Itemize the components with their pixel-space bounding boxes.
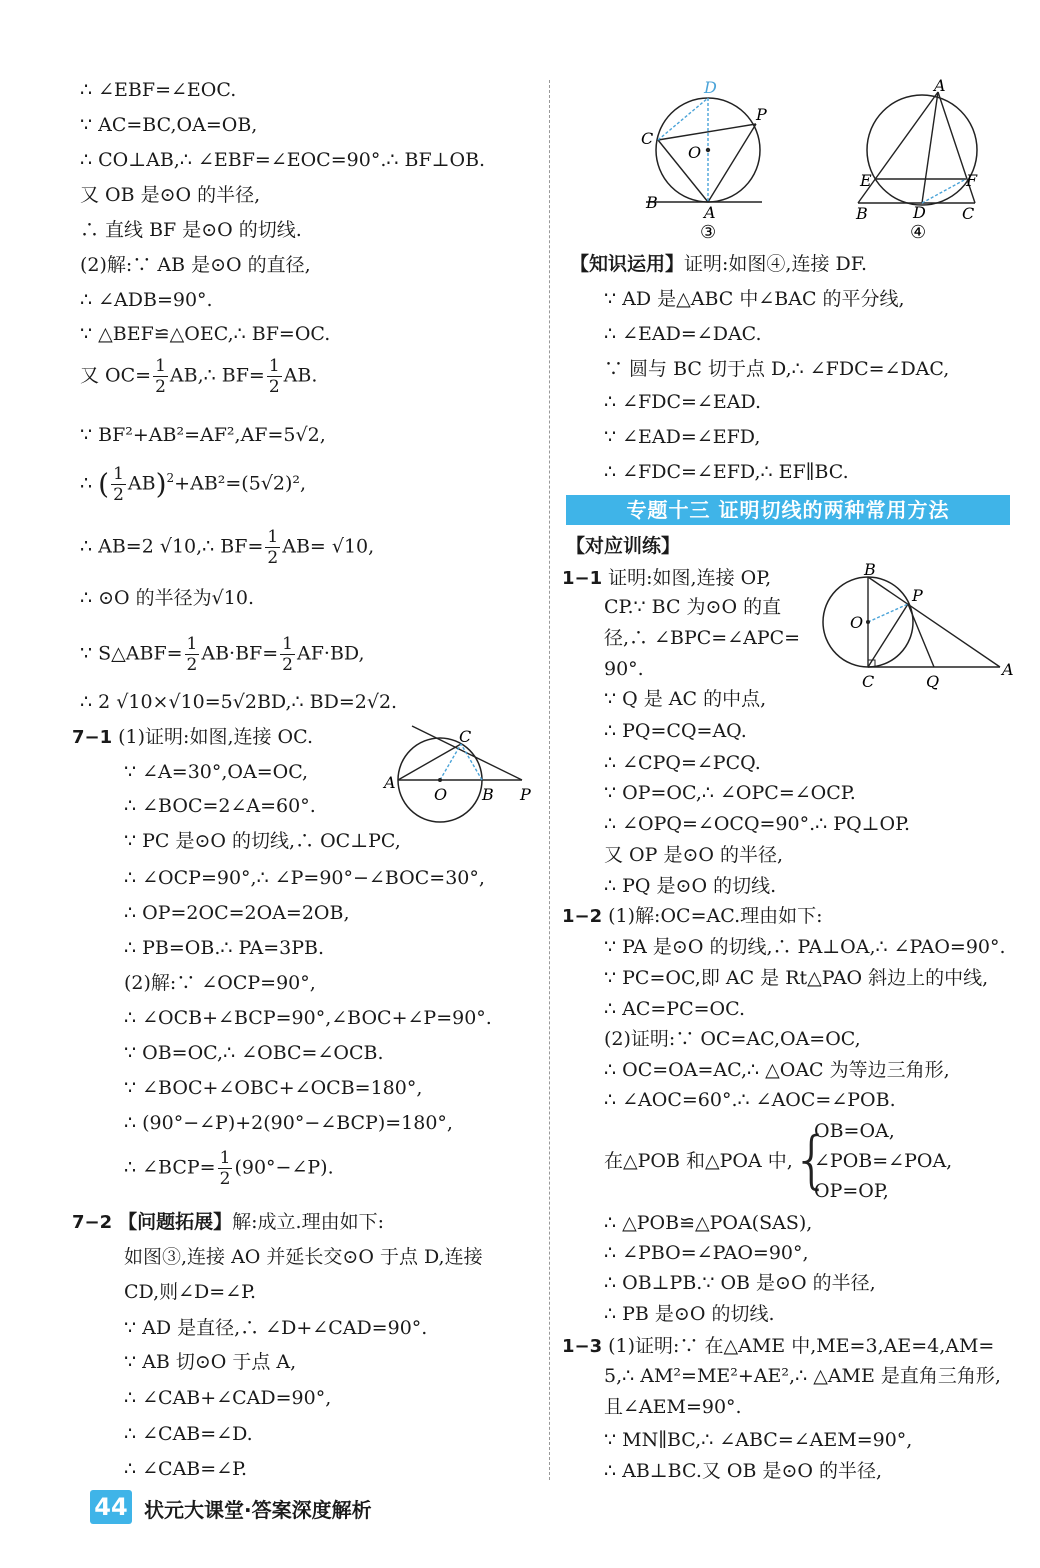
fraction	[267, 356, 282, 397]
text-fragment: (90°−∠P).	[234, 1156, 334, 1179]
text-fragment: AB.	[283, 364, 318, 387]
text-fragment: ∴	[80, 472, 99, 495]
text-fragment: AB,∴ BF=	[169, 364, 265, 387]
point-label: E	[860, 171, 872, 190]
point-label: C	[459, 727, 472, 746]
text-line: CD,则∠D=∠P.	[124, 1281, 257, 1303]
text-fragment: AB	[127, 472, 156, 495]
text-line: ∴ ∠FDC=∠EAD.	[604, 391, 762, 413]
text-line: ∴ ∠PBO=∠PAO=90°,	[604, 1242, 809, 1264]
fraction	[280, 634, 295, 675]
denominator: 2	[268, 377, 280, 397]
equation-line	[80, 634, 365, 675]
denominator: 2	[219, 1169, 231, 1189]
text-line: (2)解:∵ AB 是⊙O 的直径,	[80, 254, 311, 276]
text-line: CP.∵ BC 为⊙O 的直	[604, 596, 782, 618]
numerator: 1	[186, 634, 198, 654]
text-fragment: AF·BD,	[297, 642, 365, 665]
section-tag: 【对应训练】	[566, 535, 681, 557]
dashed-bc	[461, 744, 482, 780]
point-label: B	[646, 193, 658, 212]
fraction	[185, 634, 200, 675]
text-line: ∴ 2 √10×√10=5√2BD,∴ BD=2√2.	[80, 691, 398, 713]
text-line: ∵ OB=OC,∴ ∠OBC=∠OCB.	[124, 1042, 384, 1064]
page-number: 44	[90, 1490, 132, 1524]
text-line: 又 OB 是⊙O 的半径,	[80, 184, 261, 206]
point-label: F	[966, 171, 978, 190]
section-tag: 【知识运用】	[570, 253, 685, 275]
fraction	[111, 464, 126, 505]
point-label: B	[856, 204, 868, 223]
point-label: A	[704, 203, 716, 222]
equation-line	[80, 1148, 334, 1189]
problem-7-2-line	[72, 1210, 384, 1235]
section-heading	[566, 534, 680, 558]
point-label: P	[520, 785, 531, 804]
line-ad	[922, 92, 938, 203]
text-line: ∵ 圆与 BC 切于点 D,∴ ∠FDC=∠DAC,	[604, 358, 950, 380]
text-line: ∴ PQ 是⊙O 的切线.	[604, 875, 777, 897]
text-line: ∴ OP=2OC=2OA=2OB,	[124, 902, 350, 924]
denominator: 2	[186, 655, 198, 675]
problem-1-1-line	[562, 566, 771, 591]
point-label: O	[434, 785, 448, 804]
text-line: ∵ △BEF≌△OEC,∴ BF=OC.	[80, 323, 331, 345]
text-line: ∵ BF²+AB²=AF²,AF=5√2,	[80, 424, 326, 446]
text-line: ∴ PQ=CQ=AQ.	[604, 720, 747, 742]
fraction	[218, 1148, 233, 1189]
text-line: ∵ Q 是 AC 的中点,	[604, 688, 767, 710]
text-fragment: ∴ ∠BCP=	[124, 1156, 216, 1179]
point-label: O	[688, 143, 702, 162]
center-dot	[866, 620, 870, 624]
problem-number: 7−1	[72, 727, 113, 748]
text-line: ∴ ∠CAB=∠P.	[124, 1458, 248, 1480]
column-divider	[549, 80, 550, 1480]
text-line: ∵ PC=OC,即 AC 是 Rt△PAO 斜边上的中线,	[604, 967, 989, 989]
system-line: ∠POB=∠POA,	[814, 1150, 953, 1172]
text-line: ∵ ∠BOC+∠OBC+∠OCB=180°,	[124, 1077, 423, 1099]
text-fragment: 又 OC=	[80, 364, 152, 387]
problem-1-2-line	[562, 904, 823, 929]
problem-1-3-line	[562, 1334, 994, 1359]
text-line: ∴ ∠OCB+∠BCP=90°,∠BOC+∠P=90°.	[124, 1007, 492, 1029]
numerator: 1	[113, 464, 124, 484]
text-line: 在△POB 和△POA 中,	[604, 1150, 793, 1172]
text-line: ∴ (90°−∠P)+2(90°−∠BCP)=180°,	[124, 1112, 453, 1134]
line-cp	[658, 124, 756, 140]
text-line: ∵ ∠A=30°,OA=OC,	[124, 761, 309, 783]
paren-icon: (	[98, 467, 110, 501]
text-line: ∴ PB=OB.∴ PA=3PB.	[124, 937, 325, 959]
text-line: 如图③,连接 AO 并延长交⊙O 于点 D,连接	[124, 1246, 483, 1268]
center-dot	[438, 778, 442, 782]
problem-7-1-line	[72, 725, 313, 750]
text-line: ∵ AC=BC,OA=OB,	[80, 114, 258, 136]
numerator: 1	[267, 527, 279, 547]
text-line: 5,∴ AM²=ME²+AE²,∴ △AME 是直角三角形,	[604, 1365, 1001, 1387]
text-line: 90°.	[604, 658, 644, 680]
problem-number: 1−1	[562, 568, 603, 589]
numerator: 1	[268, 356, 280, 376]
numerator: 1	[155, 356, 166, 376]
text-line: ∵ AD 是△ABC 中∠BAC 的平分线,	[604, 288, 905, 310]
text-fragment: ∴ AB=2 √10,∴ BF=	[80, 535, 264, 558]
text-line: ∵ OP=OC,∴ ∠OPC=∠OCP.	[604, 782, 856, 804]
text-line: ∴ 直线 BF 是⊙O 的切线.	[80, 219, 302, 241]
point-label: C	[862, 672, 875, 691]
topic-banner: 专题十三 证明切线的两种常用方法	[566, 495, 1010, 525]
text-line: ∵ AD 是直径,∴ ∠D+∠CAD=90°.	[124, 1317, 428, 1339]
text-line: ∴ ∠OCP=90°,∴ ∠P=90°−∠BOC=30°,	[124, 867, 485, 889]
figure-1-1	[820, 562, 1020, 694]
text-fragment: ∵ S△ABF=	[80, 642, 183, 665]
denominator: 2	[113, 485, 124, 505]
system-line: OP=OP,	[814, 1180, 889, 1202]
text-line: ∴ ∠CPQ=∠PCQ.	[604, 752, 761, 774]
paren-icon: )	[155, 467, 167, 501]
line-ap	[708, 124, 756, 202]
figure-label: ④	[910, 222, 927, 243]
zhishi-line	[570, 252, 867, 276]
text-line: ∵ MN∥BC,∴ ∠ABC=∠AEM=90°,	[604, 1429, 913, 1451]
point-label: D	[704, 78, 717, 97]
section-tag: 【问题拓展】	[118, 1211, 233, 1233]
point-label: A	[934, 78, 946, 95]
text-line: ∵ ∠EAD=∠EFD,	[604, 426, 761, 448]
text-line: ∴ OC=OA=AC,∴ △OAC 为等边三角形,	[604, 1059, 950, 1081]
text-fragment: (1)证明:如图,连接 OC.	[118, 726, 314, 748]
point-label: P	[756, 105, 767, 124]
text-fragment: +AB²=(5√2)²,	[174, 472, 307, 495]
text-fragment: AB·BF=	[201, 642, 279, 665]
center-dot	[706, 148, 710, 152]
text-line: ∴ ⊙O 的半径为√10.	[80, 587, 254, 609]
text-fragment: AB= √10,	[282, 535, 375, 558]
text-line: ∴ ∠EAD=∠DAC.	[604, 323, 762, 345]
text-line: ∵ PC 是⊙O 的切线,∴ OC⊥PC,	[124, 830, 401, 852]
point-label: A	[1002, 660, 1014, 679]
figure-3	[636, 78, 786, 243]
point-label: A	[384, 773, 396, 792]
denominator: 2	[155, 377, 166, 397]
problem-number: 7−2	[72, 1212, 113, 1233]
text-line: ∴ ∠OPQ=∠OCQ=90°.∴ PQ⊥OP.	[604, 813, 911, 835]
point-label: Q	[926, 672, 940, 691]
text-line: 径,∴ ∠BPC=∠APC=	[604, 627, 801, 649]
point-label: D	[913, 203, 926, 222]
denominator: 2	[282, 655, 293, 675]
numerator: 1	[282, 634, 293, 654]
text-line: ∴ ∠AOC=60°.∴ ∠AOC=∠POB.	[604, 1089, 896, 1111]
point-label: B	[482, 785, 494, 804]
point-label: C	[962, 204, 975, 223]
line-ac	[398, 744, 461, 780]
point-label: B	[864, 562, 876, 579]
figure-7-1	[382, 722, 542, 832]
text-line: ∴ ∠BOC=2∠A=60°.	[124, 795, 316, 817]
text-line: ∴ ∠CAB=∠D.	[124, 1423, 253, 1445]
text-fragment: 证明:如图④,连接 DF.	[684, 253, 867, 275]
footer-title: 状元大课堂·答案深度解析	[144, 1498, 372, 1522]
figure-4	[850, 78, 985, 243]
equation-line	[80, 527, 374, 568]
text-line: ∴ AC=PC=OC.	[604, 998, 746, 1020]
equation-line: ∴ ( $\frac{1}{2}$ AB)$^2$+AB²=(5√2)²,	[80, 464, 307, 505]
text-line: ∴ CO⊥AB,∴ ∠EBF=∠EOC=90°.∴ BF⊥OB.	[80, 149, 486, 171]
text-fragment: 解:成立.理由如下:	[232, 1211, 384, 1233]
text-line: ∴ PB 是⊙O 的切线.	[604, 1303, 775, 1325]
text-line: ∴ AB⊥BC.又 OB 是⊙O 的半径,	[604, 1460, 883, 1482]
point-label: P	[912, 586, 923, 605]
brace-icon: {	[792, 1123, 832, 1196]
text-line: (2)解:∵ ∠OCP=90°,	[124, 972, 316, 994]
problem-number: 1−2	[562, 906, 603, 927]
point-label: C	[641, 129, 654, 148]
text-line: ∴ ∠EBF=∠EOC.	[80, 79, 237, 101]
numerator: 1	[219, 1148, 231, 1168]
point-label: O	[850, 613, 864, 632]
text-line: ∴ ∠FDC=∠EFD,∴ EF∥BC.	[604, 461, 849, 483]
text-fragment: (1)证明:∵ 在△AME 中,ME=3,AE=4,AM=	[608, 1335, 995, 1357]
text-fragment: (1)解:OC=AC.理由如下:	[608, 905, 823, 927]
text-line: ∴ △POB≌△POA(SAS),	[604, 1212, 813, 1234]
circle	[867, 95, 977, 205]
text-fragment: 证明:如图,连接 OP,	[608, 567, 772, 589]
problem-number: 1−3	[562, 1336, 603, 1357]
equation-line	[80, 356, 317, 397]
text-line: ∴ OB⊥PB.∵ OB 是⊙O 的半径,	[604, 1272, 876, 1294]
line-ba	[868, 577, 1000, 667]
fraction	[153, 356, 168, 397]
text-line: (2)证明:∵ OC=AC,OA=OC,	[604, 1028, 861, 1050]
figure-label: ③	[700, 222, 717, 243]
text-line: 又 OP 是⊙O 的半径,	[604, 844, 784, 866]
text-line: ∴ ∠ADB=90°.	[80, 289, 213, 311]
text-line: ∴ ∠CAB+∠CAD=90°,	[124, 1387, 332, 1409]
system-line: OB=OA,	[814, 1120, 895, 1142]
fraction	[265, 527, 280, 568]
text-line: ∵ AB 切⊙O 于点 A,	[124, 1351, 297, 1373]
text-line: 且∠AEM=90°.	[604, 1396, 742, 1418]
text-line: ∵ PA 是⊙O 的切线,∴ PA⊥OA,∴ ∠PAO=90°.	[604, 936, 1006, 958]
denominator: 2	[267, 548, 279, 568]
